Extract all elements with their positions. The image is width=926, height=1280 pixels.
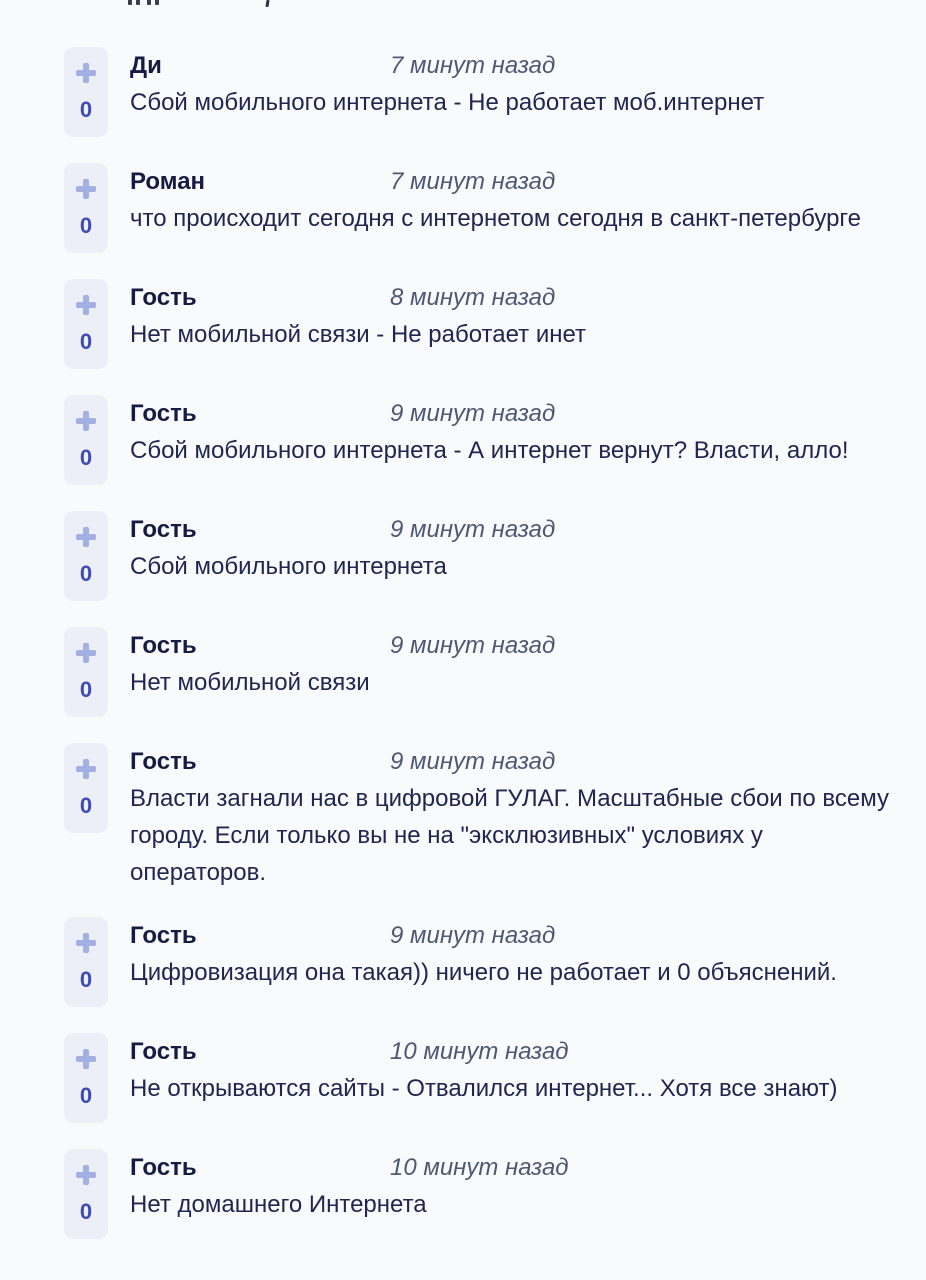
comment-header — [130, 628, 895, 664]
comment-item — [64, 47, 895, 137]
comment-text: Нет мобильной связи — [130, 669, 370, 696]
vote-widget — [64, 163, 108, 253]
comment-author: Гость — [130, 400, 197, 427]
vote-widget — [64, 1149, 108, 1239]
comment-header — [130, 1034, 895, 1070]
comment-header — [130, 48, 895, 84]
comment-text: Цифровизация она такая)) ничего не работает и 0 объяснений. — [130, 959, 837, 986]
clipped-glyph-fragment — [265, 0, 269, 7]
comment-author: Ди — [130, 52, 162, 79]
comment-body — [130, 47, 895, 121]
comment-header — [130, 280, 895, 316]
vote-count: 0 — [79, 561, 93, 586]
comment-body — [130, 1033, 895, 1107]
comment-item — [64, 279, 895, 369]
plus-icon[interactable] — [76, 179, 96, 199]
comment-text: Власти загнали нас в цифровой ГУЛАГ. Масштабные сбои по всему городу. Если только вы не на "эксклюзивных" условиях у операторов. — [130, 785, 889, 886]
comment-timestamp: 9 минут назад — [390, 632, 556, 659]
vote-count: 0 — [79, 793, 93, 818]
plus-icon[interactable] — [76, 295, 96, 315]
comment-author: Гость — [130, 922, 197, 949]
comment-body — [130, 395, 895, 469]
comment-item — [64, 1149, 895, 1239]
plus-icon[interactable] — [76, 1165, 96, 1185]
vote-count: 0 — [79, 97, 93, 122]
comment-text: что происходит сегодня с интернетом сегодня в санкт-петербурге — [130, 205, 861, 232]
comment-timestamp: 9 минут назад — [390, 516, 556, 543]
comment-item — [64, 395, 895, 485]
comment-timestamp: 7 минут назад — [390, 52, 556, 79]
comment-text: Сбой мобильного интернета - Не работает моб.интернет — [130, 89, 765, 116]
vote-widget — [64, 743, 108, 833]
vote-count: 0 — [79, 329, 93, 354]
comment-body — [130, 743, 895, 891]
comment-header — [130, 164, 895, 200]
vote-count: 0 — [79, 967, 93, 992]
comment-author: Гость — [130, 632, 197, 659]
comment-text: Не открываются сайты - Отвалился интернет... Хотя все знают) — [130, 1075, 838, 1102]
comment-item — [64, 743, 895, 891]
vote-widget — [64, 917, 108, 1007]
vote-widget — [64, 47, 108, 137]
vote-count: 0 — [79, 213, 93, 238]
vote-count: 0 — [79, 677, 93, 702]
comment-item — [64, 627, 895, 717]
plus-icon[interactable] — [76, 411, 96, 431]
plus-icon[interactable] — [76, 933, 96, 953]
comment-header — [130, 512, 895, 548]
comment-item — [64, 1033, 895, 1123]
comment-author: Гость — [130, 1154, 197, 1181]
comment-timestamp: 9 минут назад — [390, 922, 556, 949]
vote-widget — [64, 395, 108, 485]
vote-count: 0 — [79, 1199, 93, 1224]
comment-author: Гость — [130, 1038, 197, 1065]
comment-header — [130, 396, 895, 432]
plus-icon[interactable] — [76, 63, 96, 83]
vote-widget — [64, 1033, 108, 1123]
comment-author: Гость — [130, 516, 197, 543]
comment-text: Сбой мобильного интернета — [130, 553, 447, 580]
plus-icon[interactable] — [76, 527, 96, 547]
clipped-glyph-fragment — [136, 0, 140, 5]
comment-timestamp: 7 минут назад — [390, 168, 556, 195]
plus-icon[interactable] — [76, 759, 96, 779]
comment-body — [130, 163, 895, 237]
comment-item — [64, 163, 895, 253]
clipped-glyph-fragment — [155, 0, 159, 5]
vote-count: 0 — [79, 1083, 93, 1108]
comment-author: Гость — [130, 748, 197, 775]
comment-body — [130, 627, 895, 701]
comment-body — [130, 279, 895, 353]
vote-widget — [64, 279, 108, 369]
comment-body — [130, 917, 895, 991]
clipped-glyph-fragment — [147, 0, 151, 5]
vote-widget — [64, 511, 108, 601]
comment-timestamp: 9 минут назад — [390, 400, 556, 427]
comment-header — [130, 1150, 895, 1186]
comment-author: Гость — [130, 284, 197, 311]
comment-text: Нет мобильной связи - Не работает инет — [130, 321, 587, 348]
comment-body — [130, 511, 895, 585]
comment-text: Нет домашнего Интернета — [130, 1191, 427, 1218]
vote-widget — [64, 627, 108, 717]
plus-icon[interactable] — [76, 643, 96, 663]
comment-header — [130, 744, 895, 780]
comment-body — [130, 1149, 895, 1223]
comment-header — [130, 918, 895, 954]
comment-item — [64, 511, 895, 601]
vote-count: 0 — [79, 445, 93, 470]
comment-timestamp: 8 минут назад — [390, 284, 556, 311]
plus-icon[interactable] — [76, 1049, 96, 1069]
clipped-glyph-fragment — [128, 0, 132, 5]
comment-text: Сбой мобильного интернета - А интернет вернут? Власти, алло! — [130, 437, 849, 464]
comment-timestamp: 10 минут назад — [390, 1154, 569, 1181]
comments-list — [64, 47, 895, 1265]
comment-item — [64, 917, 895, 1007]
comment-timestamp: 10 минут назад — [390, 1038, 569, 1065]
comment-author: Роман — [130, 168, 206, 195]
comment-timestamp: 9 минут назад — [390, 748, 556, 775]
